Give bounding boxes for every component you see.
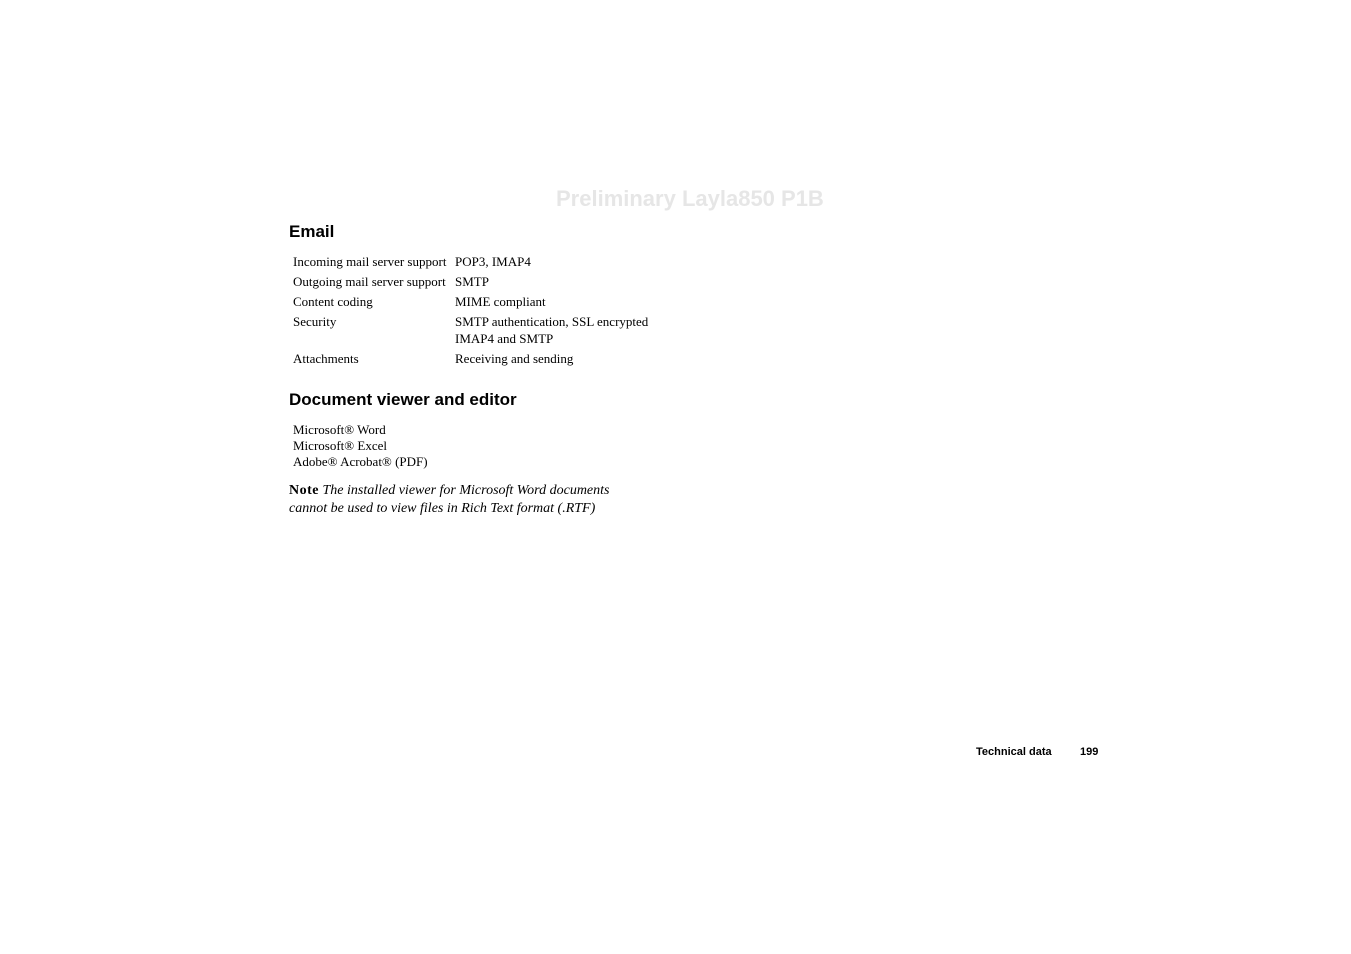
- spec-label: Security: [293, 314, 337, 329]
- table-row: [293, 273, 675, 290]
- footer-section-title: Technical data: [976, 746, 1052, 758]
- spec-value: Receiving and sending: [455, 351, 574, 366]
- spec-value: SMTP authentication, SSL encrypted IMAP4 and SMTP: [455, 314, 649, 346]
- note-text: The installed viewer for Microsoft Word documents cannot be used to view files in Rich Text format (.RTF): [289, 483, 610, 516]
- spec-value: POP3, IMAP4: [455, 254, 531, 269]
- spec-label: Outgoing mail server support: [293, 274, 446, 289]
- spec-label: Attachments: [293, 351, 359, 366]
- document-viewer-heading: Document viewer and editor: [289, 390, 517, 409]
- email-spec-table: [293, 253, 675, 370]
- table-row: [293, 253, 675, 270]
- supported-formats-list: [293, 422, 428, 470]
- spec-label: Incoming mail server support: [293, 254, 447, 269]
- watermark: Preliminary Layla850 P1B: [556, 186, 824, 211]
- table-row: [293, 313, 675, 347]
- table-row: [293, 350, 675, 367]
- list-item: Microsoft® Excel: [293, 438, 387, 453]
- page-number: 199: [1080, 746, 1099, 758]
- note-paragraph: [289, 482, 634, 518]
- spec-value: MIME compliant: [455, 294, 546, 309]
- email-heading: Email: [289, 222, 335, 241]
- spec-label: Content coding: [293, 294, 373, 309]
- note-label: Note: [289, 483, 319, 498]
- list-item: Adobe® Acrobat® (PDF): [293, 454, 428, 469]
- list-item: Microsoft® Word: [293, 422, 386, 437]
- table-row: [293, 293, 675, 310]
- spec-value: SMTP: [455, 274, 489, 289]
